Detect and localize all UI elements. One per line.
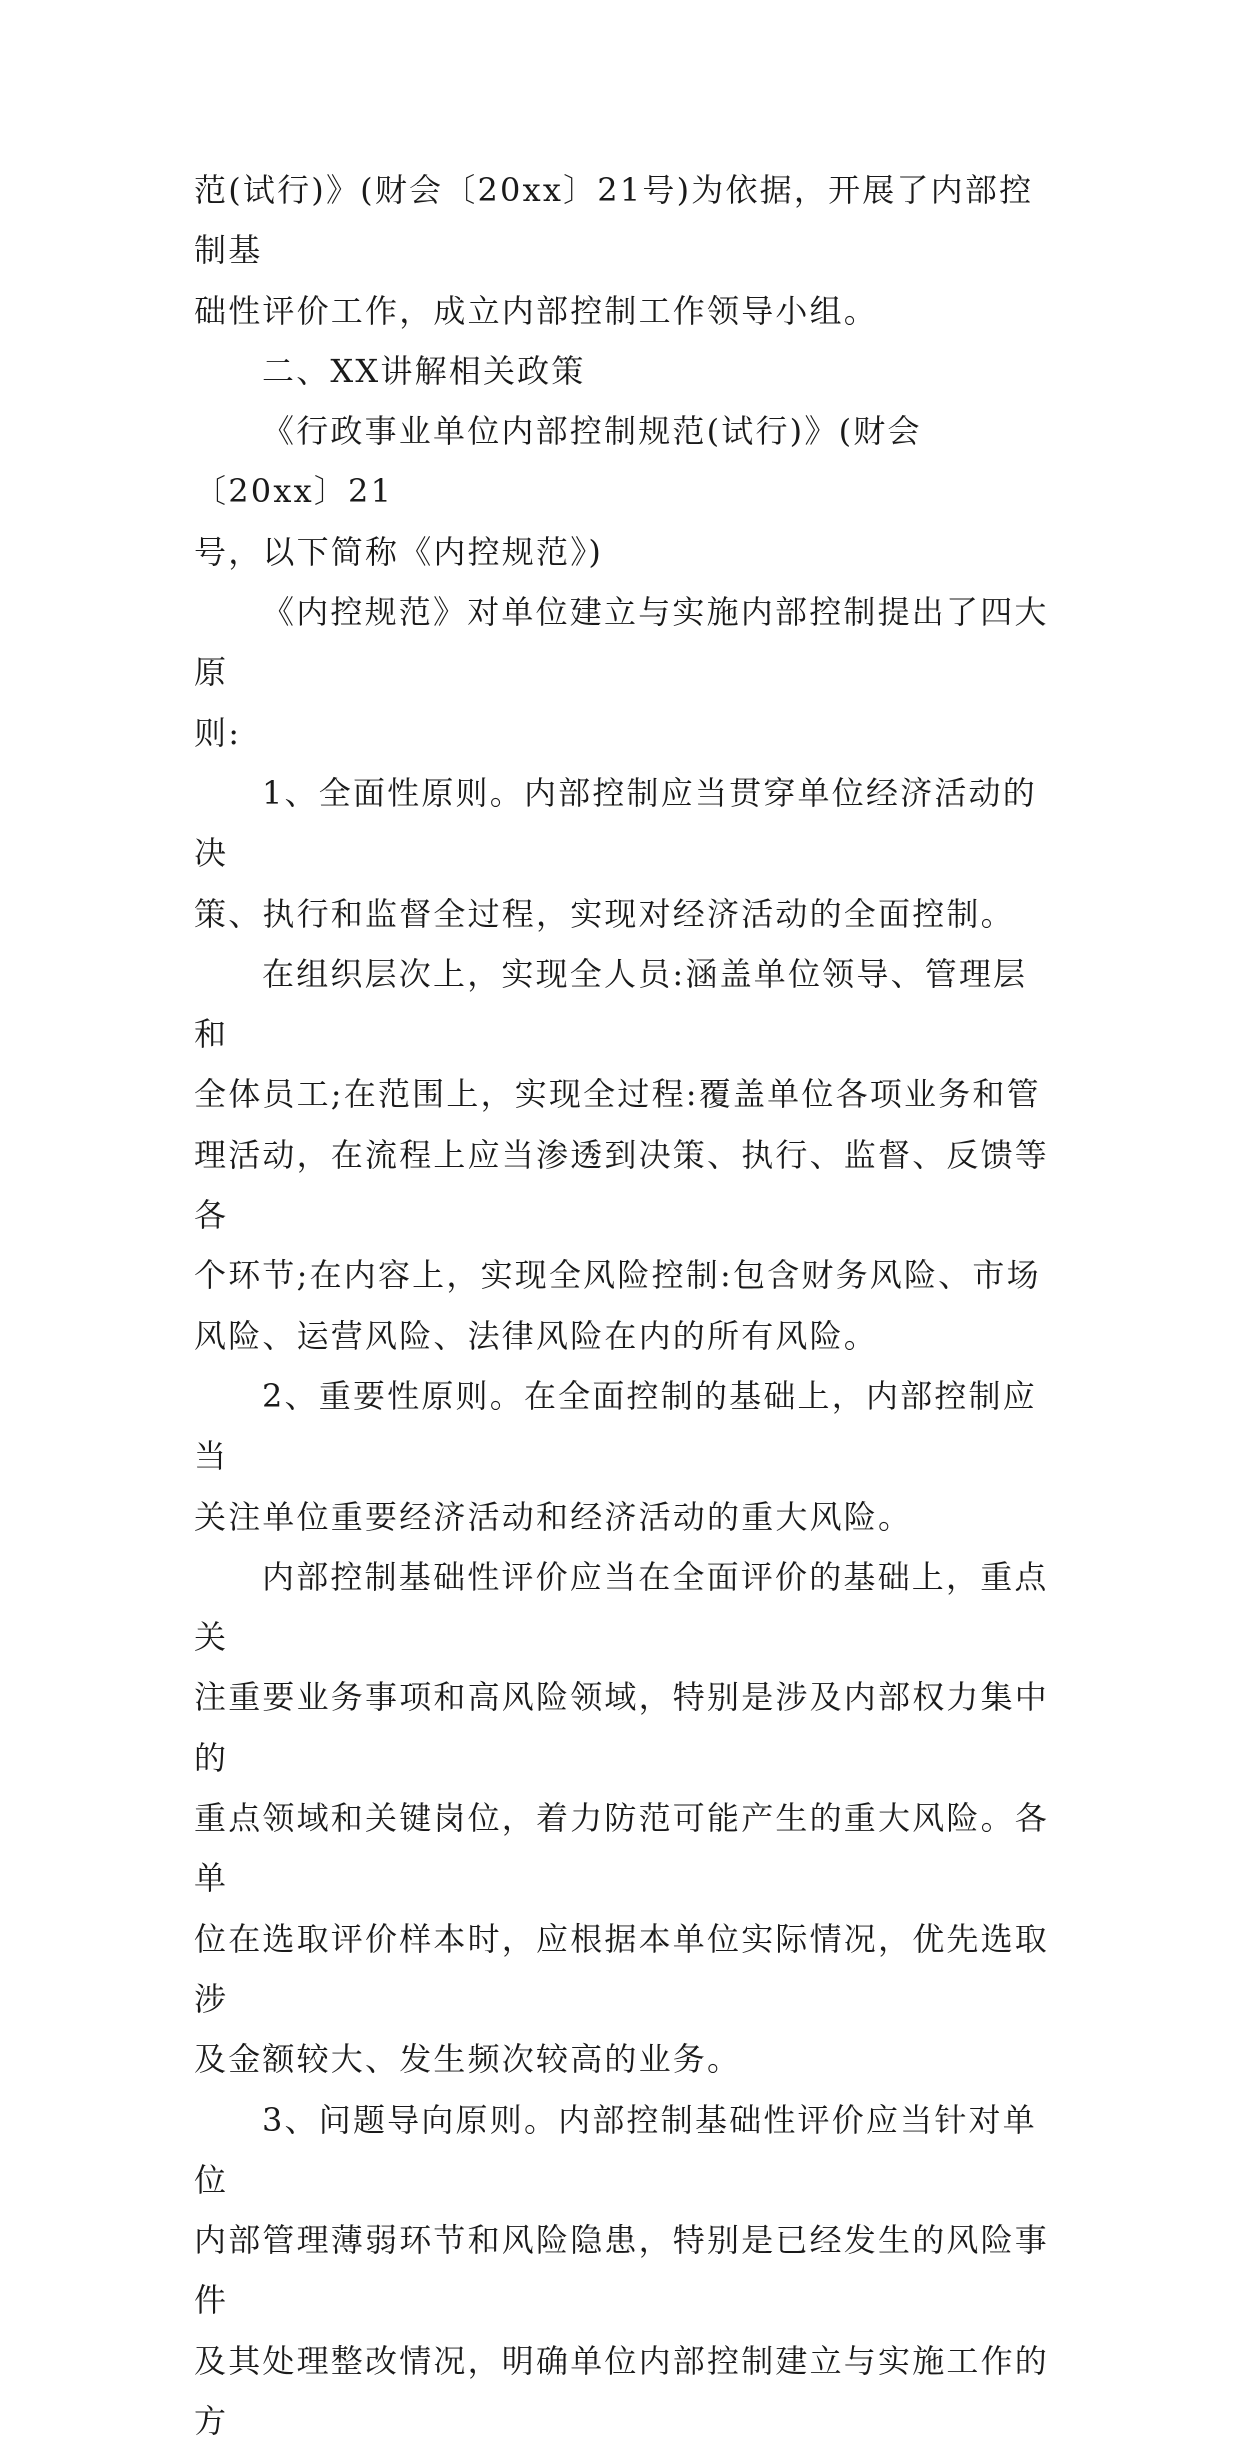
text-line: 理活动，在流程上应当渗透到决策、执行、监督、反馈等各 [194,1136,1049,1234]
paragraph-principle-1-detail [194,944,1054,1366]
paragraph-regulation-title [194,401,1054,582]
paragraph-principle-2 [194,1366,1054,1547]
text-line: 策、执行和监督全过程，实现对经济活动的全面控制。 [194,895,1015,933]
heading-text: 二、XX讲解相关政策 [262,352,586,390]
text-line: 1、全面性原则。内部控制应当贯穿单位经济活动的决 [194,774,1037,872]
text-line: 全体员工;在范围上，实现全过程:覆盖单位各项业务和管 [194,1075,1041,1113]
text-line: 内部管理薄弱环节和风险隐患，特别是已经发生的风险事件 [194,2221,1049,2319]
paragraph-principle-3 [194,2090,1054,2451]
text-line: 关注单位重要经济活动和经济活动的重大风险。 [194,1498,912,1536]
text-line: 号，以下简称《内控规范》) [194,533,603,571]
text-line: 《行政事业单位内部控制规范(试行)》(财会〔20xx〕21 [194,412,922,510]
text-line: 风险、运营风险、法律风险在内的所有风险。 [194,1317,878,1355]
text-line: 2、重要性原则。在全面控制的基础上，内部控制应当 [194,1377,1037,1475]
paragraph-basis [194,160,1054,341]
paragraph-principle-1 [194,763,1054,944]
text-line: 础性评价工作，成立内部控制工作领导小组。 [194,292,878,330]
text-line: 个环节;在内容上，实现全风险控制:包含财务风险、市场 [194,1256,1041,1294]
text-line: 重点领域和关键岗位，着力防范可能产生的重大风险。各单 [194,1799,1049,1897]
text-line: 范(试行)》(财会〔20xx〕21号)为依据，开展了内部控制基 [194,171,1033,269]
text-line: 及其处理整改情况，明确单位内部控制建立与实施工作的方 [194,2342,1049,2440]
section-heading [194,341,1054,401]
text-line: 在组织层次上，实现全人员:涵盖单位领导、管理层和 [194,955,1027,1053]
text-line: 及金额较大、发生频次较高的业务。 [194,2040,741,2078]
text-line: 3、问题导向原则。内部控制基础性评价应当针对单位 [194,2101,1037,2199]
paragraph-four-principles [194,582,1054,763]
text-line: 《内控规范》对单位建立与实施内部控制提出了四大原 [194,593,1049,691]
text-line: 则: [194,714,241,752]
paragraph-principle-2-detail [194,1547,1054,2090]
text-line: 内部控制基础性评价应当在全面评价的基础上，重点关 [194,1558,1049,1656]
document-body [194,160,1054,2451]
text-line: 注重要业务事项和高风险领域，特别是涉及内部权力集中的 [194,1678,1049,1776]
text-line: 位在选取评价样本时，应根据本单位实际情况，优先选取涉 [194,1920,1049,2018]
